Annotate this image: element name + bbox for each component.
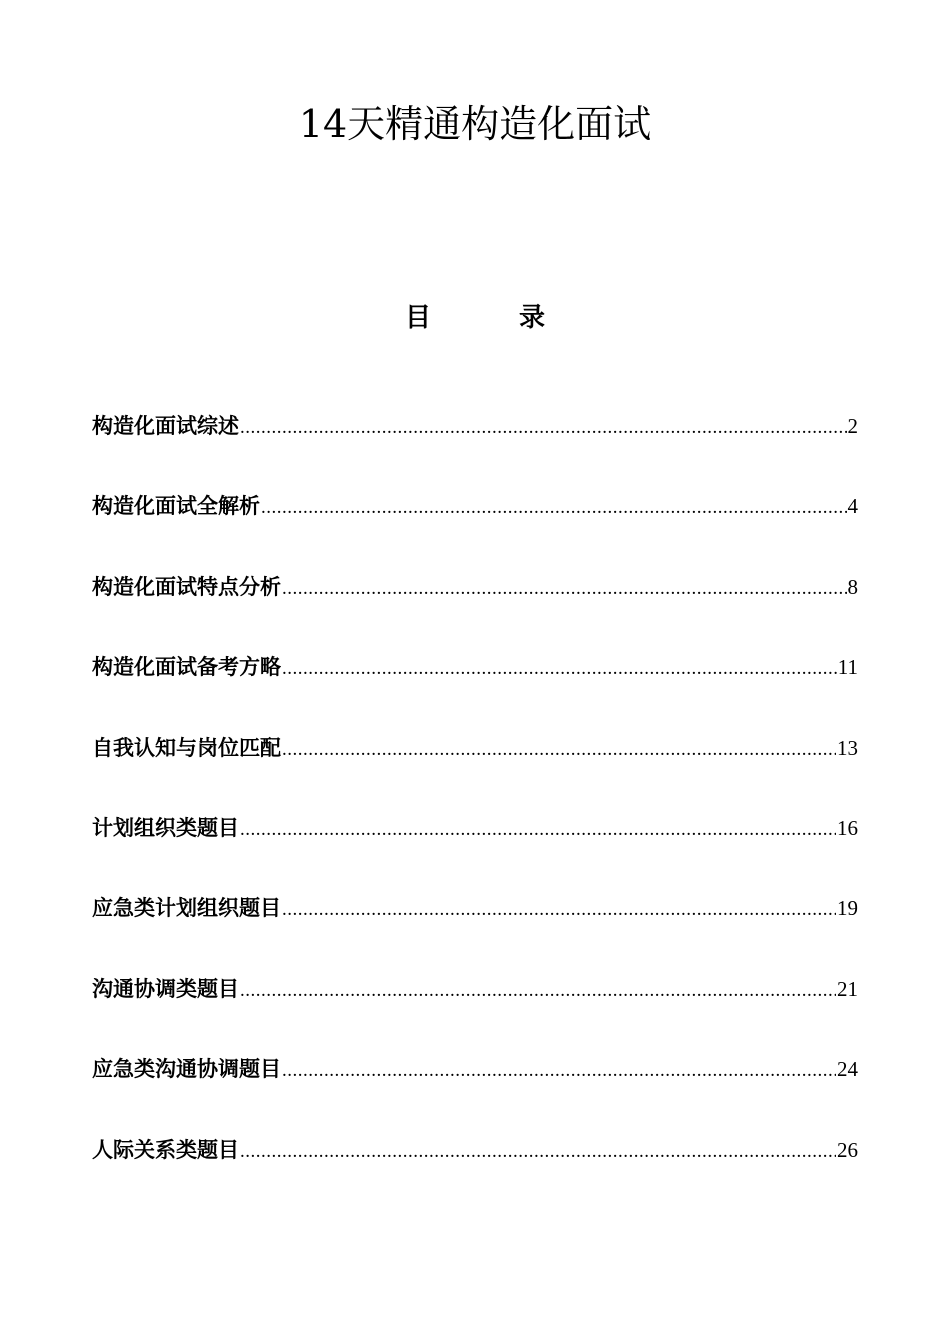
toc-dot-leader [282,732,836,768]
toc-heading-right: 录 [519,303,546,333]
toc-entry-label: 构造化面试全解析 [92,493,260,519]
toc-entry-page: 8 [847,574,858,599]
toc-entry-label: 应急类计划组织题目 [92,895,281,921]
toc-entry-page: 19 [837,896,858,921]
toc-entry-page: 13 [837,735,858,760]
toc-entry[interactable] [92,569,858,649]
table-of-contents [92,408,858,1212]
toc-entry[interactable] [92,730,858,810]
toc-heading [0,298,950,338]
toc-entry[interactable] [92,408,858,488]
toc-entry-label: 应急类沟通协调题目 [92,1056,281,1082]
toc-entry-page: 21 [837,976,858,1001]
toc-entry-page: 26 [837,1137,858,1162]
toc-entry-page: 4 [847,494,858,519]
toc-dot-leader [240,410,847,446]
toc-entry[interactable] [92,649,858,729]
toc-entry-page: 2 [847,414,858,438]
toc-entry-label: 构造化面试特点分析 [92,573,281,599]
toc-dot-leader [282,651,837,687]
toc-entry-page: 11 [837,655,858,680]
toc-dot-leader [282,571,847,607]
toc-heading-left: 目 [404,303,431,333]
toc-entry[interactable] [92,890,858,970]
toc-entry[interactable] [92,488,858,568]
toc-entry[interactable] [92,971,858,1051]
toc-dot-leader [240,973,836,1009]
toc-entry[interactable] [92,1051,858,1131]
toc-dot-leader [240,1134,836,1170]
toc-dot-leader [261,490,847,526]
toc-entry[interactable] [92,810,858,890]
toc-dot-leader [282,1053,836,1089]
document-title: 14天精通构造化面试 [298,102,652,146]
toc-entry-label: 构造化面试综述 [92,413,239,438]
toc-dot-leader [282,892,836,928]
toc-entry-label: 构造化面试备考方略 [92,654,281,680]
toc-entry-page: 24 [837,1057,858,1082]
toc-entry[interactable] [92,1132,858,1212]
toc-entry-label: 计划组织类题目 [92,814,239,840]
toc-entry-page: 16 [837,815,858,840]
toc-dot-leader [240,812,836,848]
toc-entry-label: 自我认知与岗位匹配 [92,734,281,760]
toc-entry-label: 人际关系类题目 [92,1136,239,1162]
toc-entry-label: 沟通协调类题目 [92,975,239,1001]
